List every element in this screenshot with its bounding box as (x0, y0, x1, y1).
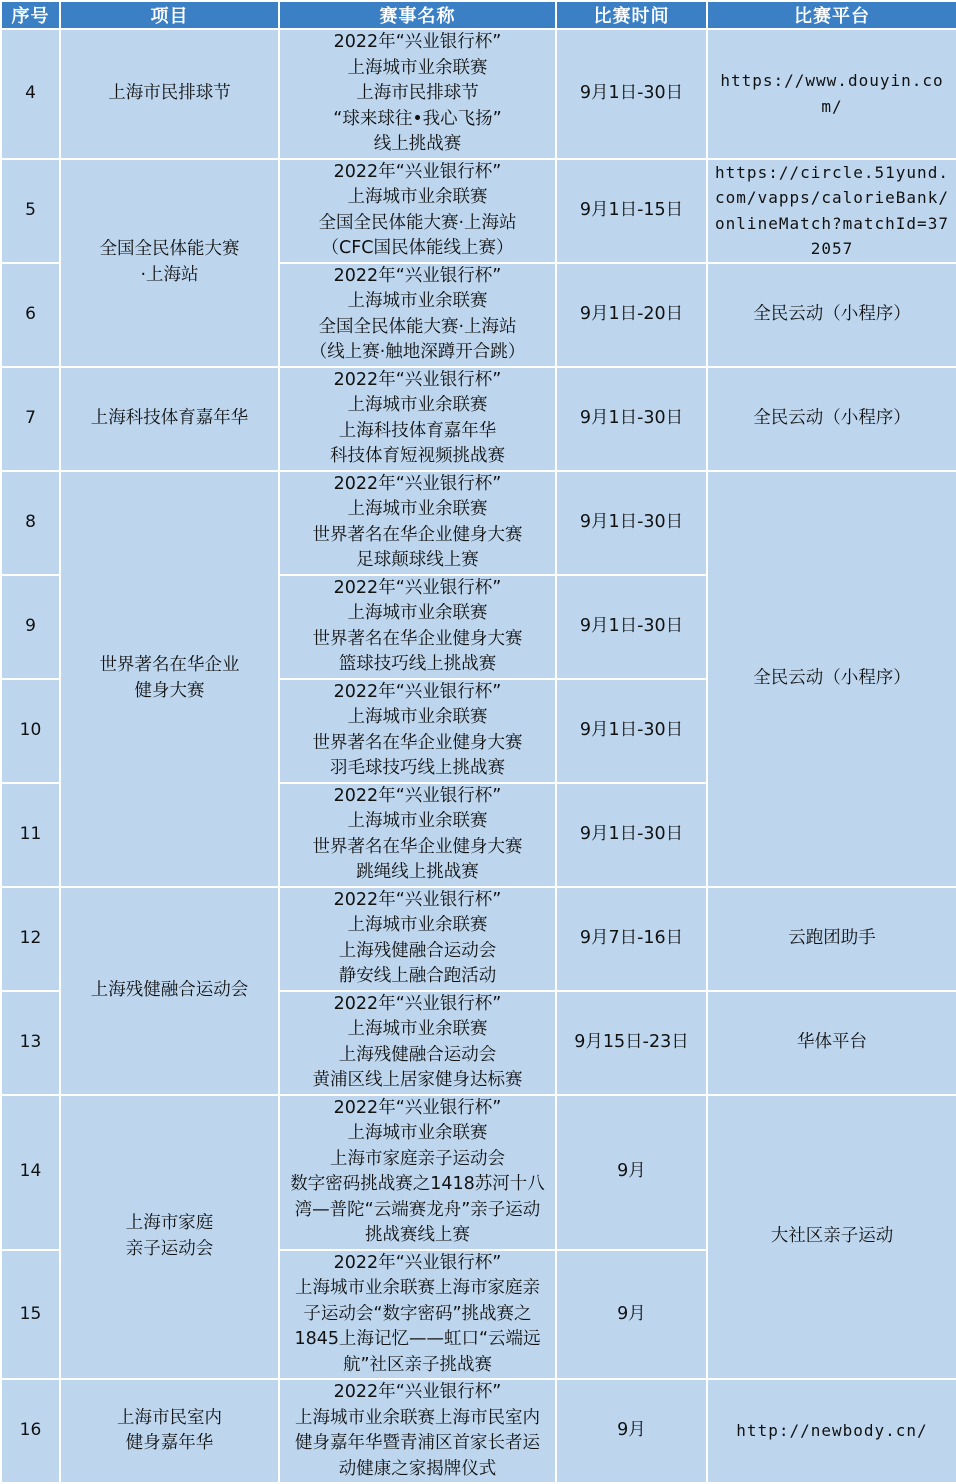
time-cell: 9月1日-30日 (556, 575, 707, 679)
project-cell: 上海市家庭 亲子运动会 (60, 1095, 279, 1380)
event-name-cell: 2022年“兴业银行杯” 上海城市业余联赛 上海市民排球节 “球来球往•我心飞扬” 线上挑战赛 (279, 29, 556, 159)
event-name-cell: 2022年“兴业银行杯” 上海城市业余联赛 全国全民体能大赛·上海站 （线上赛·触地深蹲开合跳） (279, 263, 556, 367)
row-index: 14 (1, 1095, 60, 1250)
row-index: 11 (1, 783, 60, 887)
time-cell: 9月1日-30日 (556, 367, 707, 471)
platform-cell: 全民云动（小程序） (707, 263, 956, 367)
header-event-name: 赛事名称 (279, 1, 556, 29)
time-cell: 9月 (556, 1379, 707, 1483)
row-index: 7 (1, 367, 60, 471)
platform-cell: 全民云动（小程序） (707, 471, 956, 887)
project-cell: 上海市民排球节 (60, 29, 279, 159)
table-row (1, 367, 956, 471)
time-cell: 9月1日-20日 (556, 263, 707, 367)
time-cell: 9月 (556, 1250, 707, 1380)
event-name-cell: 2022年“兴业银行杯” 上海城市业余联赛 世界著名在华企业健身大赛 足球颠球线上赛 (279, 471, 556, 575)
platform-cell: 华体平台 (707, 991, 956, 1095)
platform-cell[interactable]: https://www.douyin.com/ (707, 29, 956, 159)
platform-cell: 云跑团助手 (707, 887, 956, 991)
row-index: 9 (1, 575, 60, 679)
event-name-cell: 2022年“兴业银行杯” 上海城市业余联赛 全国全民体能大赛·上海站 （CFC国民体能线上赛） (279, 159, 556, 263)
event-name-cell: 2022年“兴业银行杯” 上海城市业余联赛 世界著名在华企业健身大赛 篮球技巧线上挑战赛 (279, 575, 556, 679)
platform-cell: 大社区亲子运动 (707, 1095, 956, 1380)
time-cell: 9月7日-16日 (556, 887, 707, 991)
project-cell: 上海残健融合运动会 (60, 887, 279, 1095)
row-index: 12 (1, 887, 60, 991)
platform-cell: 全民云动（小程序） (707, 367, 956, 471)
event-name-cell: 2022年“兴业银行杯” 上海城市业余联赛 上海科技体育嘉年华 科技体育短视频挑战赛 (279, 367, 556, 471)
platform-cell[interactable]: http://newbody.cn/ (707, 1379, 956, 1483)
event-name-cell: 2022年“兴业银行杯” 上海城市业余联赛 上海残健融合运动会 静安线上融合跑活动 (279, 887, 556, 991)
row-index: 15 (1, 1250, 60, 1380)
header-platform: 比赛平台 (707, 1, 956, 29)
time-cell: 9月15日-23日 (556, 991, 707, 1095)
event-name-cell: 2022年“兴业银行杯” 上海城市业余联赛 世界著名在华企业健身大赛 跳绳线上挑战赛 (279, 783, 556, 887)
header-project: 项目 (60, 1, 279, 29)
table-row (1, 471, 956, 575)
time-cell: 9月1日-30日 (556, 783, 707, 887)
time-cell: 9月1日-15日 (556, 159, 707, 263)
event-name-cell: 2022年“兴业银行杯” 上海城市业余联赛 上海残健融合运动会 黄浦区线上居家健身达标赛 (279, 991, 556, 1095)
time-cell: 9月 (556, 1095, 707, 1250)
table-row (1, 159, 956, 263)
event-name-cell: 2022年“兴业银行杯” 上海城市业余联赛 世界著名在华企业健身大赛 羽毛球技巧线上挑战赛 (279, 679, 556, 783)
row-index: 4 (1, 29, 60, 159)
table-header-row (1, 1, 956, 29)
row-index: 10 (1, 679, 60, 783)
time-cell: 9月1日-30日 (556, 471, 707, 575)
header-time: 比赛时间 (556, 1, 707, 29)
table-row (1, 1095, 956, 1250)
event-name-cell: 2022年“兴业银行杯” 上海城市业余联赛上海市民室内健身嘉年华暨青浦区首家长者运动健康之家揭牌仪式 (279, 1379, 556, 1483)
row-index: 13 (1, 991, 60, 1095)
row-index: 5 (1, 159, 60, 263)
row-index: 6 (1, 263, 60, 367)
time-cell: 9月1日-30日 (556, 29, 707, 159)
project-cell: 上海市民室内 健身嘉年华 (60, 1379, 279, 1483)
table-row (1, 1379, 956, 1483)
header-index: 序号 (1, 1, 60, 29)
project-cell: 世界著名在华企业 健身大赛 (60, 471, 279, 887)
time-cell: 9月1日-30日 (556, 679, 707, 783)
row-index: 8 (1, 471, 60, 575)
event-name-cell: 2022年“兴业银行杯” 上海城市业余联赛上海市家庭亲子运动会“数字密码”挑战赛之1845上海记忆——虹口“云端远航”社区亲子挑战赛 (279, 1250, 556, 1380)
table-row (1, 29, 956, 159)
project-cell: 全国全民体能大赛 ·上海站 (60, 159, 279, 367)
project-cell: 上海科技体育嘉年华 (60, 367, 279, 471)
event-name-cell: 2022年“兴业银行杯” 上海城市业余联赛 上海市家庭亲子运动会 数字密码挑战赛之1418苏河十八湾—普陀“云端赛龙舟”亲子运动挑战赛线上赛 (279, 1095, 556, 1250)
table-row (1, 887, 956, 991)
platform-cell[interactable]: https://circle.51yund.com/vapps/calorieBank/onlineMatch?matchId=372057 (707, 159, 956, 263)
row-index: 16 (1, 1379, 60, 1483)
